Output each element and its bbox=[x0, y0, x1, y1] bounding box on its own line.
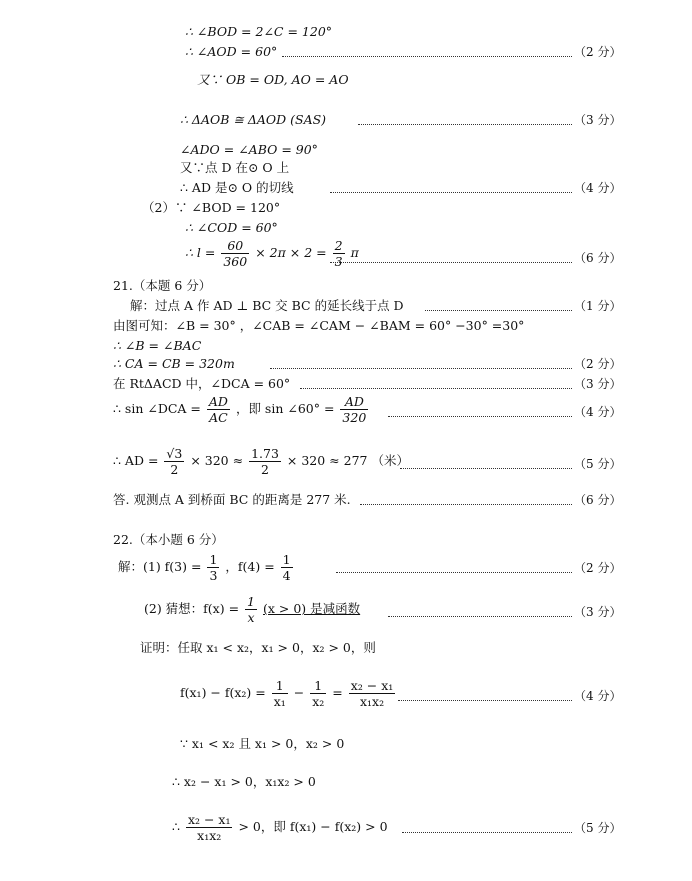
s22-line7 bbox=[172, 812, 388, 843]
s21-line3: ∴ ∠B = ∠BAC bbox=[113, 338, 202, 353]
score-label: （6 分） bbox=[574, 493, 622, 507]
fraction bbox=[186, 812, 233, 843]
formula-text: (x > 0) 是减函数 bbox=[262, 601, 361, 616]
s20-line2: ∴ ∠AOD = 60° bbox=[185, 44, 278, 59]
fraction-numerator: 60 bbox=[221, 238, 249, 254]
formula-text: ∴ AD = bbox=[113, 453, 159, 468]
dot-leader bbox=[336, 572, 572, 573]
formula-text: ∴ bbox=[172, 819, 180, 834]
dot-leader bbox=[388, 616, 572, 617]
fraction-denominator: 2 bbox=[170, 462, 179, 477]
dot-leader bbox=[388, 416, 572, 417]
dot-leader bbox=[300, 388, 572, 389]
s20-line8: （2）∵ ∠BOD = 120° bbox=[142, 200, 281, 215]
fraction-numerator: 2 bbox=[334, 238, 343, 253]
dot-leader bbox=[398, 700, 572, 701]
fraction-denominator: 3 bbox=[334, 254, 343, 269]
formula-text: π bbox=[350, 245, 359, 260]
fraction-numerator: 1 bbox=[282, 552, 291, 567]
fraction-denominator: x₂ bbox=[312, 694, 325, 709]
fraction bbox=[249, 446, 281, 477]
s20-line5: ∠ADO = ∠ABO = 90° bbox=[180, 142, 318, 157]
fraction bbox=[281, 552, 293, 583]
formula-text: (2) 猜想：f(x) = bbox=[144, 601, 240, 616]
s21-line4: ∴ CA = CB = 320m bbox=[113, 356, 235, 371]
s22-line3: 证明：任取 x₁ < x₂，x₁ > 0，x₂ > 0，则 bbox=[140, 640, 376, 655]
fraction bbox=[245, 594, 257, 625]
dot-leader bbox=[402, 832, 572, 833]
score-label: （2 分） bbox=[574, 45, 622, 59]
fraction-denominator: x bbox=[247, 610, 255, 625]
dot-leader bbox=[425, 310, 572, 311]
fraction-denominator: x₁x₂ bbox=[197, 828, 222, 843]
fraction-numerator: x₂ − x₁ bbox=[350, 678, 394, 693]
score-label: （2 分） bbox=[574, 357, 622, 371]
fraction-numerator: 1 bbox=[247, 594, 255, 609]
fraction bbox=[340, 394, 368, 425]
fraction-numerator: 1 bbox=[310, 678, 326, 694]
formula-text: = bbox=[332, 685, 343, 700]
dot-leader bbox=[270, 368, 572, 369]
s22-line2 bbox=[144, 594, 360, 625]
fraction bbox=[164, 446, 184, 477]
formula-text: > 0，即 f(x₁) − f(x₂) > 0 bbox=[238, 819, 388, 834]
formula-text: ∴ sin ∠DCA = bbox=[113, 401, 201, 416]
fraction-numerator: 1 bbox=[209, 552, 218, 567]
s20-line1: ∴ ∠BOD = 2∠C = 120° bbox=[185, 24, 333, 39]
formula-text: 解：(1) f(3) = bbox=[118, 559, 202, 574]
s22-line5: ∵ x₁ < x₂ 且 x₁ > 0，x₂ > 0 bbox=[180, 736, 345, 751]
s20-line7: ∴ AD 是⊙ O 的切线 bbox=[180, 180, 294, 195]
fraction-denominator: AC bbox=[209, 410, 228, 425]
s20-line6: 又∵点 D 在⊙ O 上 bbox=[180, 160, 290, 175]
score-label: （4 分） bbox=[574, 689, 622, 703]
s22-line6: ∴ x₂ − x₁ > 0，x₁x₂ > 0 bbox=[172, 774, 316, 789]
score-label: （5 分） bbox=[574, 821, 622, 835]
dot-leader bbox=[282, 56, 572, 57]
s21-line6 bbox=[113, 394, 370, 425]
formula-text: ，f(4) = bbox=[225, 559, 275, 574]
fraction-denominator: 320 bbox=[342, 410, 367, 425]
score-label: （1 分） bbox=[574, 299, 622, 313]
fraction-denominator: x₁x₂ bbox=[359, 694, 385, 709]
score-label: （4 分） bbox=[574, 181, 622, 195]
fraction-numerator: AD bbox=[340, 394, 368, 410]
fraction bbox=[349, 678, 396, 709]
score-label: （3 分） bbox=[574, 605, 622, 619]
s21-line1: 解：过点 A 作 AD ⊥ BC 交 BC 的延长线于点 D bbox=[130, 298, 404, 313]
fraction bbox=[333, 238, 345, 269]
s20-line10 bbox=[185, 238, 359, 269]
dot-leader bbox=[400, 468, 572, 469]
fraction bbox=[207, 394, 230, 425]
s21-line7 bbox=[113, 446, 409, 477]
fraction-denominator: 4 bbox=[282, 568, 291, 583]
s22-line1 bbox=[118, 552, 295, 583]
score-label: （5 分） bbox=[574, 457, 622, 471]
s21-answer: 答. 观测点 A 到桥面 BC 的距离是 277 米. bbox=[113, 492, 351, 507]
fraction-numerator: 1.73 bbox=[251, 446, 279, 461]
dot-leader bbox=[360, 504, 572, 505]
fraction bbox=[272, 678, 288, 709]
formula-text: − bbox=[293, 685, 305, 700]
formula-text: × 2π × 2 = bbox=[255, 245, 327, 260]
fraction bbox=[221, 238, 249, 269]
fraction bbox=[207, 552, 219, 583]
dot-leader bbox=[330, 192, 572, 193]
score-label: （4 分） bbox=[574, 405, 622, 419]
fraction-denominator: x₁ bbox=[273, 694, 286, 709]
dot-leader bbox=[330, 262, 572, 263]
s21-line2: 由图可知：∠B = 30° ，∠CAB = ∠CAM − ∠BAM = 60° −30° =30° bbox=[113, 318, 525, 333]
s22-title: 22.（本小题 6 分） bbox=[113, 532, 224, 547]
s21-title: 21.（本题 6 分） bbox=[113, 278, 212, 293]
s20-line9: ∴ ∠COD = 60° bbox=[185, 220, 278, 235]
formula-text: ，即 sin ∠60° = bbox=[235, 401, 335, 416]
fraction-numerator: 1 bbox=[272, 678, 288, 694]
s21-line5: 在 RtΔACD 中，∠DCA = 60° bbox=[113, 376, 291, 391]
fraction-numerator: AD bbox=[208, 394, 228, 409]
fraction bbox=[310, 678, 326, 709]
score-label: （6 分） bbox=[574, 251, 622, 265]
dot-leader bbox=[358, 124, 572, 125]
score-label: （3 分） bbox=[574, 377, 622, 391]
formula-text: f(x₁) − f(x₂) = bbox=[180, 685, 266, 700]
s20-line4: ∴ ΔAOB ≅ ΔAOD (SAS) bbox=[180, 112, 327, 127]
formula-text: × 320 ≈ 277 （米） bbox=[286, 453, 409, 468]
fraction-numerator: x₂ − x₁ bbox=[187, 812, 231, 827]
score-label: （3 分） bbox=[574, 113, 622, 127]
formula-text: × 320 ≈ bbox=[190, 453, 244, 468]
s20-line3: 又∵ OB = OD, AO = AO bbox=[197, 72, 349, 87]
fraction-denominator: 3 bbox=[209, 568, 218, 583]
fraction-numerator: √3 bbox=[166, 446, 183, 461]
formula-text: ∴ l = bbox=[185, 245, 216, 260]
fraction-denominator: 360 bbox=[223, 254, 248, 269]
score-label: （2 分） bbox=[574, 561, 622, 575]
fraction-denominator: 2 bbox=[261, 462, 269, 477]
s22-line4 bbox=[180, 678, 397, 709]
